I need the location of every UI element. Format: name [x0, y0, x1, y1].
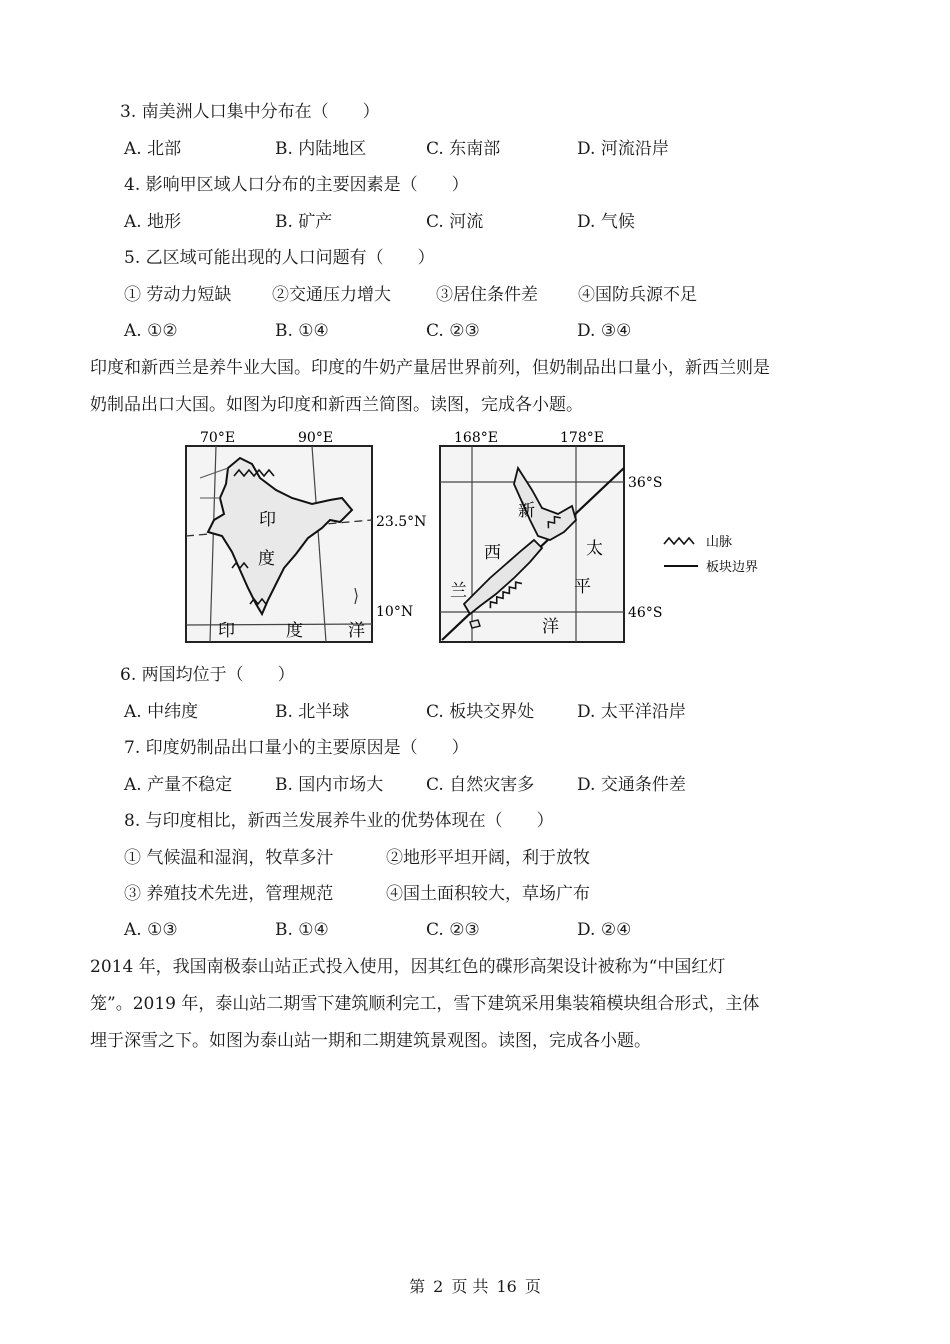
q8-item-2: ②地形平坦开阔，利于放牧	[386, 848, 590, 868]
india-country-label-2: 度	[258, 549, 275, 569]
footer-mid: 页 共	[451, 1277, 489, 1296]
q8-item-1: ① 气候温和湿润，牧草多汁	[124, 848, 334, 868]
nz-ocean-label-3: 洋	[542, 617, 559, 637]
nz-lon-label-178e: 178°E	[560, 430, 604, 446]
q8-item-3: ③ 养殖技术先进，管理规范	[124, 884, 334, 904]
mountain-legend-icon	[664, 538, 694, 544]
page-footer	[0, 1274, 950, 1297]
nz-ocean-label-2: 平	[574, 577, 591, 597]
q5-option-c[interactable]: C. ②③	[426, 321, 480, 341]
footer-page-number: 2	[433, 1277, 444, 1296]
passage1-line-2: 奶制品出口大国。如图为印度和新西兰简图。读图，完成各小题。	[90, 395, 583, 415]
q6-option-a[interactable]: A. 中纬度	[124, 702, 199, 722]
q4-option-b[interactable]: B. 矿产	[275, 212, 333, 232]
india-lat-label-10n: 10°N	[376, 604, 414, 620]
india-ocean-label-2: 度	[286, 621, 303, 641]
q8-stem: 8. 与印度相比，新西兰发展养牛业的优势体现在（ ）	[124, 811, 554, 831]
nz-country-label-3: 兰	[450, 581, 467, 601]
q8-option-b[interactable]: B. ①④	[275, 920, 329, 940]
nz-lat-label-46s: 46°S	[628, 605, 663, 621]
india-lon-label-70e: 70°E	[200, 430, 236, 446]
india-lat-label-23-5n: 23.5°N	[376, 514, 427, 530]
q4-stem: 4. 影响甲区域人口分布的主要因素是（ ）	[124, 175, 469, 195]
map-legend	[664, 535, 758, 575]
q5-item-2: ②交通压力增大	[272, 285, 391, 305]
new-zealand-map	[440, 430, 662, 642]
q8-item-4: ④国土面积较大，草场广布	[386, 884, 590, 904]
q7-stem: 7. 印度奶制品出口量小的主要原因是（ ）	[124, 738, 469, 758]
q5-option-b[interactable]: B. ①④	[275, 321, 329, 341]
q5-item-1: ① 劳动力短缺	[124, 285, 232, 305]
q5-item-3: ③居住条件差	[436, 285, 538, 305]
q3-option-b[interactable]: B. 内陆地区	[275, 139, 367, 159]
q3-option-c[interactable]: C. 东南部	[426, 139, 501, 159]
passage1-line-1: 印度和新西兰是养牛业大国。印度的牛奶产量居世界前列，但奶制品出口量小，新西兰则是	[90, 358, 770, 378]
footer-prefix: 第	[409, 1277, 426, 1296]
q6-stem: 6. 两国均位于（ ）	[120, 665, 295, 685]
q5-option-a[interactable]: A. ①②	[124, 321, 178, 341]
india-ocean-label-3: 洋	[348, 621, 365, 641]
q5-item-4: ④国防兵源不足	[578, 285, 697, 305]
passage2-line-2: 笼”。2019 年，泰山站二期雪下建筑顺利完工，雪下建筑采用集装箱模块组合形式，主体	[90, 994, 760, 1014]
q7-option-d[interactable]: D. 交通条件差	[577, 775, 686, 795]
legend-plate-label: 板块边界	[706, 560, 759, 575]
q3-option-a[interactable]: A. 北部	[124, 139, 182, 159]
q6-option-c[interactable]: C. 板块交界处	[426, 702, 535, 722]
india-ocean-label-1: 印	[218, 621, 235, 641]
q4-option-c[interactable]: C. 河流	[426, 212, 484, 232]
legend-mountain-label: 山脉	[706, 535, 733, 550]
nz-lon-label-168e: 168°E	[454, 430, 498, 446]
nz-country-label-1: 新	[518, 501, 535, 521]
q8-option-c[interactable]: C. ②③	[426, 920, 480, 940]
footer-suffix: 页	[524, 1277, 541, 1296]
q7-option-c[interactable]: C. 自然灾害多	[426, 775, 535, 795]
q7-option-b[interactable]: B. 国内市场大	[275, 775, 384, 795]
q7-option-a[interactable]: A. 产量不稳定	[124, 775, 233, 795]
nz-lat-label-36s: 36°S	[628, 475, 663, 491]
q6-option-d[interactable]: D. 太平洋沿岸	[577, 702, 686, 722]
india-country-label-1: 印	[259, 510, 276, 530]
q5-option-d[interactable]: D. ③④	[577, 321, 632, 341]
india-lon-label-90e: 90°E	[298, 430, 334, 446]
passage2-line-3: 埋于深雪之下。如图为泰山站一期和二期建筑景观图。读图，完成各小题。	[90, 1031, 651, 1051]
passage2-line-1: 2014 年，我国南极泰山站正式投入使用，因其红色的碟形高架设计被称为“中国红灯	[90, 957, 726, 977]
q6-option-b[interactable]: B. 北半球	[275, 702, 350, 722]
q4-option-a[interactable]: A. 地形	[124, 212, 182, 232]
q4-option-d[interactable]: D. 气候	[577, 212, 635, 232]
q8-option-a[interactable]: A. ①③	[124, 920, 178, 940]
q8-option-d[interactable]: D. ②④	[577, 920, 632, 940]
q5-stem: 5. 乙区域可能出现的人口问题有（ ）	[124, 248, 435, 268]
india-nz-map-figure	[180, 428, 780, 648]
india-map	[186, 430, 426, 642]
q3-option-d[interactable]: D. 河流沿岸	[577, 139, 669, 159]
nz-country-label-2: 西	[484, 543, 501, 563]
nz-ocean-label-1: 太	[586, 539, 603, 559]
footer-total-pages: 16	[496, 1277, 517, 1296]
q3-stem: 3. 南美洲人口集中分布在（ ）	[120, 102, 380, 122]
